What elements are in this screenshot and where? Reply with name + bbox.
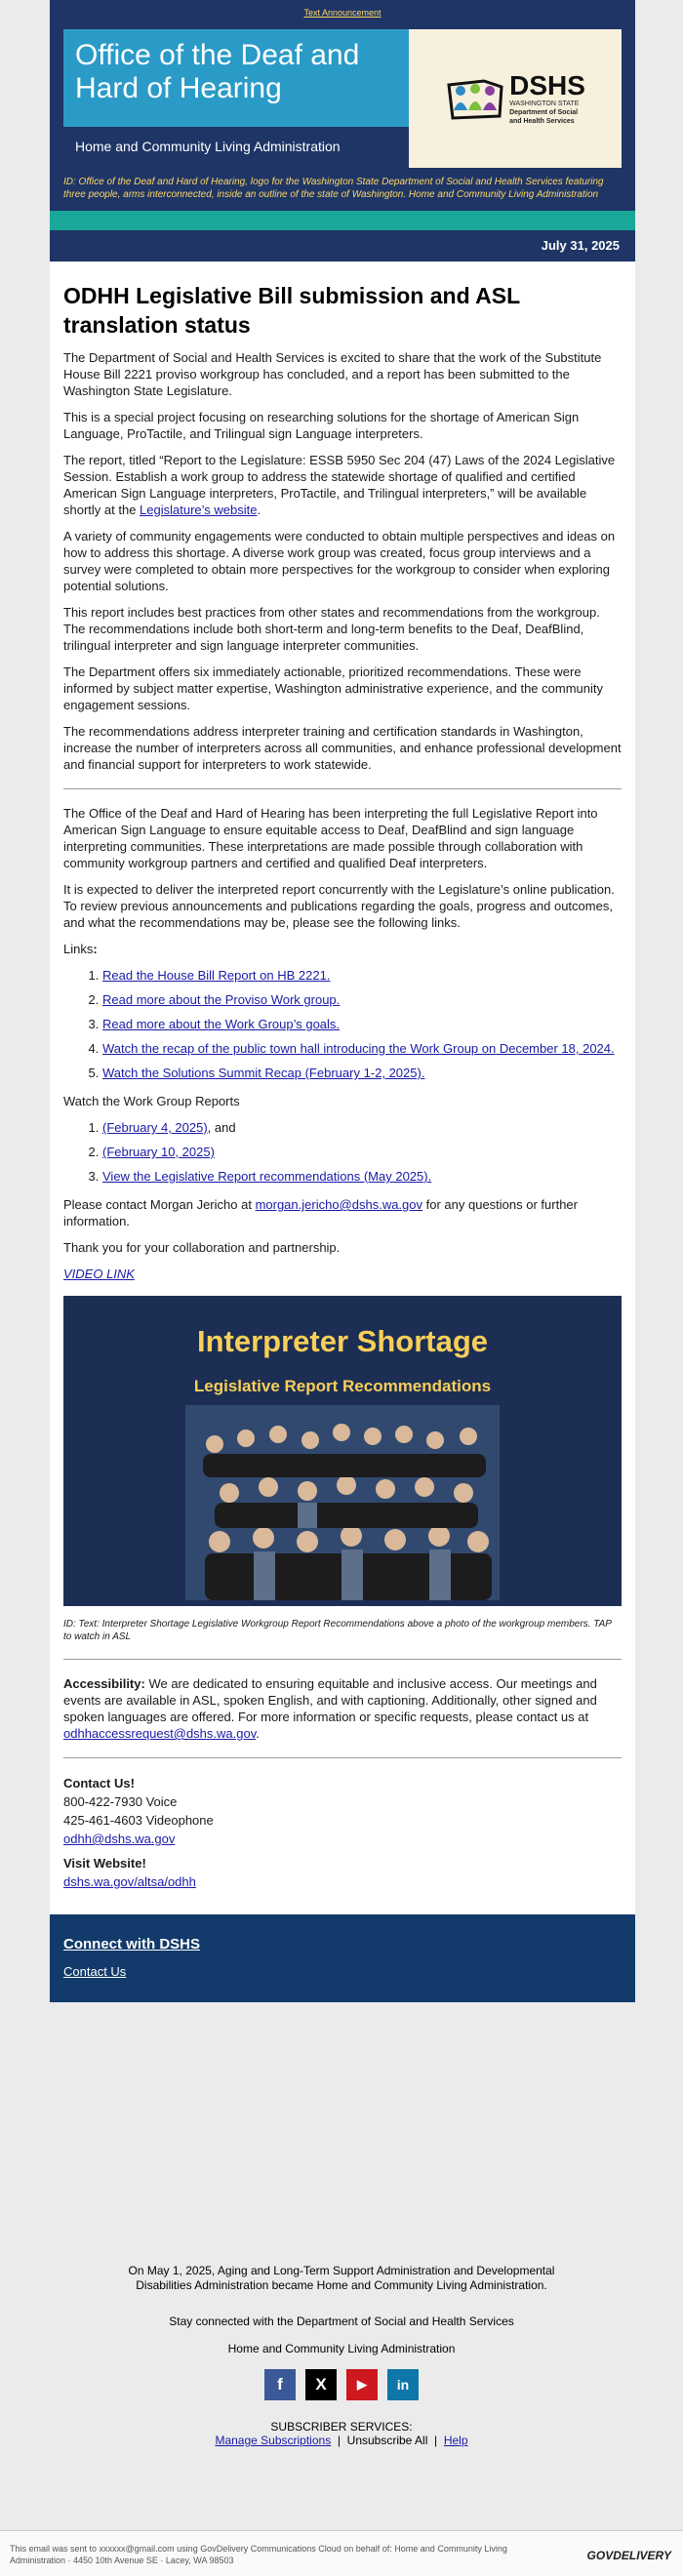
links-list — [63, 967, 622, 1081]
paragraph: A variety of community engagements were conducted to obtain multiple perspectives and ideas on how to address this shortage. A diverse work group was created, focus group interviews and a survey were completed to obtain more perspectives for the workgroup to consider when exploring potential solutions. — [63, 529, 616, 593]
reports-label: Watch the Work Group Reports — [63, 1094, 240, 1108]
list-item — [102, 967, 622, 984]
help-link[interactable]: Help — [443, 2434, 468, 2447]
list-item — [102, 1144, 622, 1160]
sent-to-notice: This email was sent to xxxxxx@gmail.com using GovDelivery Communications Cloud on behalf of: Home and Community Living Administration · 4450 10th Avenue SE · Lacey, WA 98503 — [10, 2544, 507, 2565]
work-group-goals-link[interactable]: Read more about the Work Group’s goals. — [102, 1017, 341, 1031]
contact-paragraph — [63, 1196, 622, 1229]
list-text: , and — [207, 1120, 236, 1135]
paragraph: This report includes best practices from other states and recommendations from the workgroup. The recommendations include both short-term and long-term benefits to the Deaf, DeafBlind, trilingual interpreter and sign language interpreter communities. — [63, 605, 600, 653]
separator: | — [434, 2434, 438, 2447]
banner-subtitle: Home and Community Living Administration — [75, 139, 341, 154]
house-bill-report-link[interactable]: Read the House Bill Report on HB 2221. — [102, 968, 331, 983]
report-feb-4-link[interactable]: (February 4, 2025) — [102, 1120, 208, 1135]
visit-heading: Visit Website! — [63, 1856, 146, 1871]
divider — [63, 1659, 622, 1660]
text-announcement-link[interactable]: Text Announcement — [303, 8, 382, 18]
list-item — [102, 1065, 622, 1081]
list-item — [102, 1016, 622, 1032]
footer-notice: On May 1, 2025, Aging and Long-Term Support Administration and Developmental Disabilities Administration became Home and Community Living Administration. — [128, 2264, 555, 2292]
videophone-number: 425-461-4603 Videophone — [63, 1813, 214, 1828]
paragraph — [63, 452, 622, 518]
contact-block — [63, 1774, 622, 1891]
video-link[interactable]: VIDEO LINK — [63, 1267, 135, 1281]
logo-line1: WASHINGTON STATE — [509, 100, 580, 107]
paragraph: The Department of Social and Health Services is excited to share that the work of the Substitute House Bill 2221 proviso workgroup has concluded, and a report has been submitted to the Washington State Legislature. — [63, 350, 602, 398]
town-hall-recap-link[interactable]: Watch the recap of the public town hall introducing the Work Group on December 18, 2024. — [102, 1041, 615, 1056]
paragraph-text: Please contact Morgan Jericho at — [63, 1197, 256, 1212]
website-link[interactable]: dshs.wa.gov/altsa/odhh — [63, 1874, 196, 1889]
banner-title: Office of the Deaf and Hard of Hearing — [75, 39, 360, 104]
accessibility-text: We are dedicated to ensuring equitable and inclusive access. Our meetings and events are available in ASL, spoken English, and with captioning. Additionally, other signed and spoken languages are offered. For more information or specific requests, please contact us at — [63, 1676, 597, 1724]
poster-title: Interpreter Shortage — [196, 1324, 488, 1358]
youtube-icon[interactable]: ▶ — [346, 2369, 378, 2400]
dshs-people-icon — [445, 75, 505, 122]
legislature-website-link[interactable]: Legislature’s website — [140, 503, 258, 517]
date-bar — [50, 230, 635, 262]
banner-title-box — [63, 29, 409, 127]
reports-list — [63, 1119, 622, 1185]
paragraph: The Department offers six immediately actionable, prioritized recommendations. These were informed by subject matter expertise, Washington administrative experience, and the community engagement sessions. — [63, 664, 604, 712]
paragraph: This is a special project focusing on researching solutions for the shortage of American Sign Language, ProTactile, and Trilingual sign Language interpreters. — [63, 410, 580, 441]
x-icon[interactable]: X — [305, 2369, 337, 2400]
connect-title[interactable]: Connect with DSHS — [63, 1936, 201, 1952]
list-item — [102, 1168, 622, 1185]
access-request-email-link[interactable]: odhhaccessrequest@dshs.wa.gov — [63, 1726, 257, 1741]
header-image-caption: ID: Office of the Deaf and Hard of Hearing, logo for the Washington State Department of Social and Health Services featuring three people, arms interconnected, inside an outline of the state of Washington. Home and Community Living Administration — [63, 177, 604, 200]
banner-left — [63, 29, 409, 168]
separator: | — [337, 2434, 341, 2447]
odhh-email-link[interactable]: odhh@dshs.wa.gov — [63, 1831, 176, 1846]
accessibility-paragraph — [63, 1675, 622, 1742]
social-links — [0, 2369, 683, 2400]
article-content — [50, 262, 635, 1914]
connect-block — [50, 1914, 635, 2002]
header-block — [50, 0, 635, 211]
list-item — [102, 991, 622, 1008]
paragraph-text: The report, titled “Report to the Legislature: ESSB 5950 Sec 204 (47) Laws of the 2024 Legislative Session. Establish a work group to address the statewide shortage of qualified and certified American Sign Language interpreters, ProTactile, and Trilingual interpreters,” will be available shortly at the — [63, 453, 616, 517]
logo-line2: Department of Social — [509, 108, 579, 116]
divider — [63, 788, 622, 789]
proviso-work-group-link[interactable]: Read more about the Proviso Work group. — [102, 992, 341, 1007]
teal-divider — [50, 211, 635, 230]
accessibility-label: Accessibility: — [63, 1676, 145, 1691]
divider — [63, 1757, 622, 1758]
poster-image[interactable] — [63, 1296, 622, 1606]
contact-email-link[interactable]: morgan.jericho@dshs.wa.gov — [255, 1197, 423, 1212]
poster-subtitle: Legislative Report Recommendations — [193, 1377, 492, 1395]
issue-date: July 31, 2025 — [541, 238, 620, 253]
group-photo — [185, 1405, 500, 1600]
footer — [0, 2264, 683, 2447]
list-item — [102, 1040, 622, 1057]
links-colon: : — [93, 942, 98, 956]
logo-name: DSHS — [509, 69, 585, 101]
poster-caption: ID: Text: Interpreter Shortage Legislative Workgroup Report Recommendations above a photo of the workgroup members. TAP to watch in ASL — [63, 1619, 612, 1642]
legislative-report-link[interactable]: View the Legislative Report recommendations (May 2025). — [102, 1169, 432, 1184]
voice-number: 800-422-7930 Voice — [63, 1794, 178, 1809]
list-item — [102, 1119, 622, 1136]
thanks-paragraph: Thank you for your collaboration and partnership. — [63, 1240, 341, 1255]
paragraph-text: . — [257, 503, 261, 517]
paragraph: The recommendations address interpreter training and certification standards in Washington, increase the number of interpreters across all communities, and enhance professional development and financial support for interpreters to work statewide. — [63, 724, 622, 772]
subscriber-services-label: SUBSCRIBER SERVICES: — [270, 2420, 413, 2434]
accessibility-end: . — [256, 1726, 260, 1741]
paragraph: It is expected to deliver the interpreted report concurrently with the Legislature’s online publication. To review previous announcements and publications regarding the goals, progress and outcomes, and what the recommendations may be, please see the following links. — [63, 882, 615, 930]
unsubscribe-all-link[interactable]: Unsubscribe All — [346, 2434, 428, 2447]
bottom-bar — [0, 2530, 683, 2576]
paragraph: The Office of the Deaf and Hard of Hearing has been interpreting the full Legislative Report into American Sign Language to ensure equitable access to Deaf, DeafBlind and sign language interpreting communities. These interpretations are made possible through collaboration with community workgroup partners and certified and qualified Deaf interpreters. — [63, 806, 598, 870]
email-body — [50, 0, 635, 2002]
facebook-icon[interactable]: f — [264, 2369, 296, 2400]
banner — [63, 29, 622, 168]
solutions-summit-link[interactable]: Watch the Solutions Summit Recap (February 1-2, 2025). — [102, 1066, 425, 1080]
linkedin-icon[interactable]: in — [387, 2369, 419, 2400]
connect-contact-link[interactable]: Contact Us — [63, 1964, 127, 1979]
links-label — [63, 941, 622, 957]
govdelivery-logo: GOVDELIVERY — [586, 2549, 671, 2562]
logo-line3: and Health Services — [509, 117, 575, 125]
footer-admin: Home and Community Living Administration — [227, 2342, 456, 2355]
article-title: ODHH Legislative Bill submission and ASL translation status — [63, 283, 520, 338]
paragraph-text: for any questions or further information. — [63, 1197, 578, 1228]
dshs-logo — [409, 29, 622, 168]
subscriber-links — [0, 2434, 683, 2447]
manage-subscriptions-link[interactable]: Manage Subscriptions — [215, 2434, 332, 2447]
contact-heading: Contact Us! — [63, 1776, 135, 1791]
footer-stay-connected: Stay connected with the Department of Social and Health Services — [169, 2314, 514, 2328]
report-feb-10-link[interactable]: (February 10, 2025) — [102, 1145, 215, 1159]
links-label-text: Links — [63, 942, 94, 956]
